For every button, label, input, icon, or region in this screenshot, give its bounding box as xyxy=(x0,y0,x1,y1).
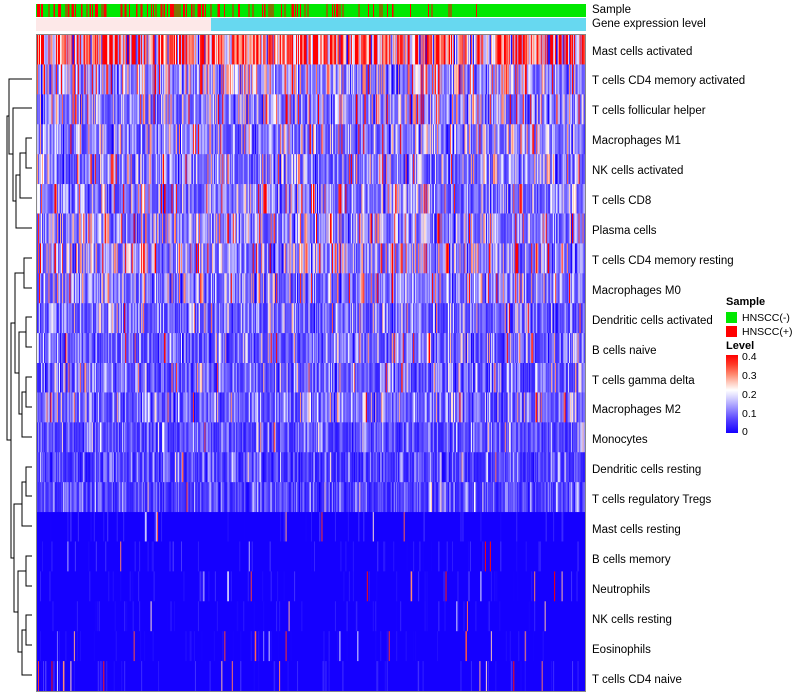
legend-label-hnscc-negative: HNSCC(-) xyxy=(742,311,790,324)
legend-sample xyxy=(726,296,792,339)
row-label: T cells CD4 naive xyxy=(592,673,682,686)
legend-level-title: Level xyxy=(726,340,755,352)
row-label: T cells CD8 xyxy=(592,195,652,208)
row-label: T cells CD4 memory activated xyxy=(592,75,746,88)
row-label: T cells regulatory Tregs xyxy=(592,494,712,507)
legend-item-hnscc-positive xyxy=(726,325,792,338)
legend-label-hnscc-positive: HNSCC(+) xyxy=(742,325,793,338)
row-label: Plasma cells xyxy=(592,224,657,237)
row-label: T cells follicular helper xyxy=(592,105,706,118)
legend-level-tick-0: 0.4 xyxy=(742,351,757,363)
row-label: Dendritic cells resting xyxy=(592,464,702,477)
row-label: B cells naive xyxy=(592,344,657,357)
row-label: Mast cells resting xyxy=(592,524,681,537)
annotation-gene-canvas xyxy=(36,18,586,31)
legend-swatch-hnscc-positive xyxy=(726,326,737,337)
row-label: Macrophages M1 xyxy=(592,135,681,148)
row-label: Macrophages M0 xyxy=(592,284,681,297)
row-label: T cells gamma delta xyxy=(592,374,695,387)
legend-level-tick-3: 0.1 xyxy=(742,408,757,420)
legend-level-tick-4: 0 xyxy=(742,426,748,438)
legend-level-tick-1: 0.3 xyxy=(742,370,757,382)
legend-level-tick-2: 0.2 xyxy=(742,389,757,401)
row-label: Eosinophils xyxy=(592,643,651,656)
legend-level-gradient-wrap xyxy=(726,351,790,438)
annotation-track-sample xyxy=(36,4,586,17)
row-label: B cells memory xyxy=(592,553,671,566)
legend-level xyxy=(726,340,790,438)
row-label: NK cells resting xyxy=(592,613,672,626)
row-label: Dendritic cells activated xyxy=(592,314,713,327)
legend-swatch-hnscc-negative xyxy=(726,312,737,323)
row-label: Neutrophils xyxy=(592,583,651,596)
annotation-label-gene-expression: Gene expression level xyxy=(592,18,706,30)
row-label: Macrophages M2 xyxy=(592,404,681,417)
heatmap-body xyxy=(36,34,586,692)
annotation-sample-canvas xyxy=(36,4,586,17)
annotation-track-gene-expression xyxy=(36,18,586,31)
row-label: T cells CD4 memory resting xyxy=(592,254,734,267)
row-dendrogram xyxy=(6,34,36,692)
row-label: NK cells activated xyxy=(592,165,684,178)
legend-item-hnscc-negative xyxy=(726,311,792,324)
legend-sample-title: Sample xyxy=(726,296,766,308)
heatmap-canvas xyxy=(37,35,585,691)
legend-level-gradient xyxy=(726,355,738,433)
row-label: Monocytes xyxy=(592,434,648,447)
row-label: Mast cells activated xyxy=(592,45,693,58)
annotation-label-sample: Sample xyxy=(592,4,631,16)
